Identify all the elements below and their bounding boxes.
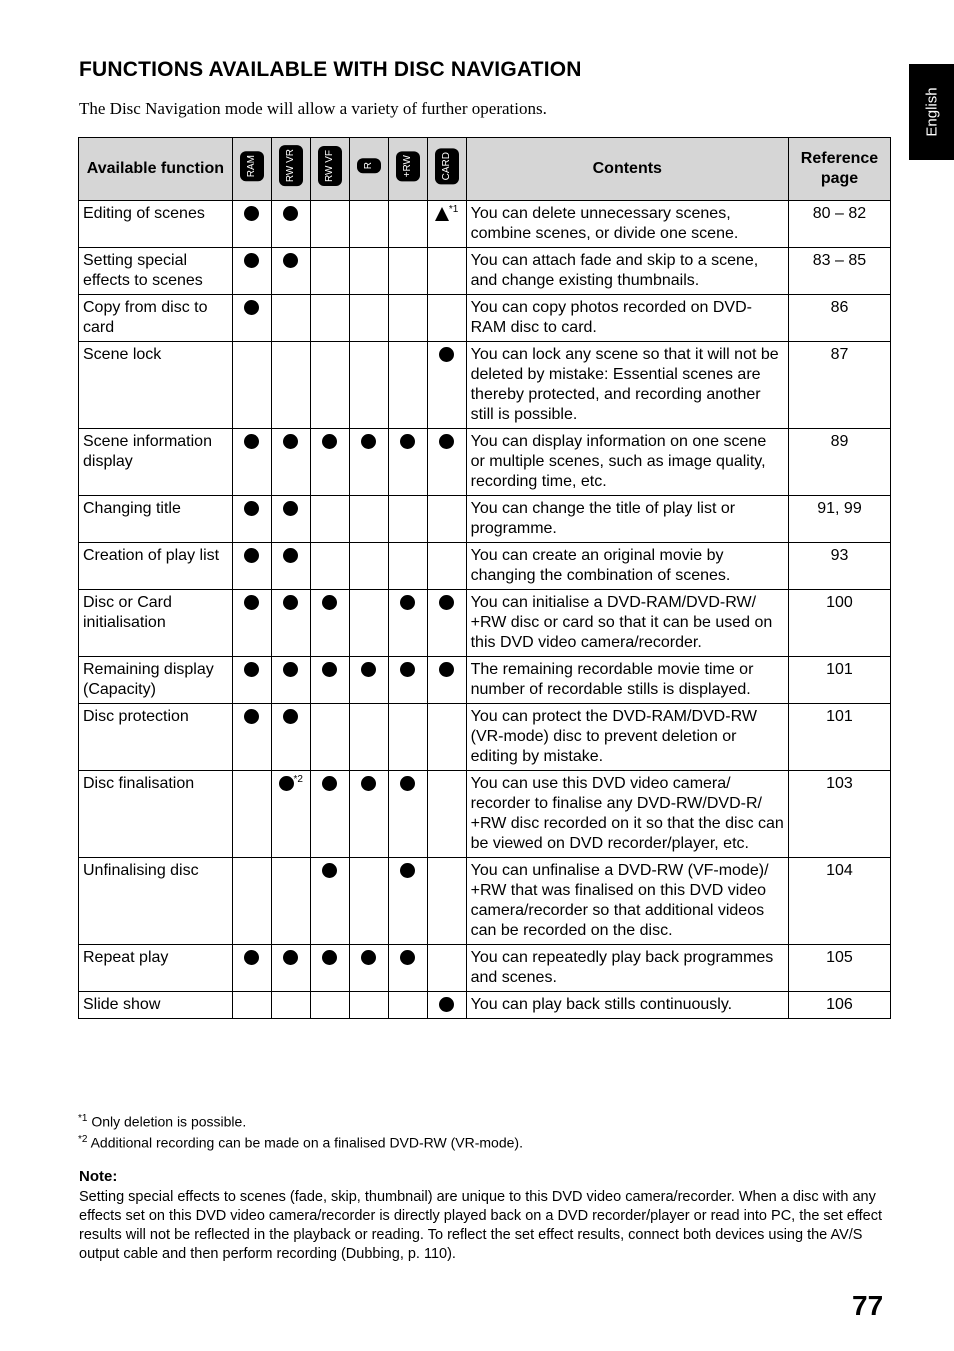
dot-mark-icon bbox=[439, 997, 454, 1012]
dot-mark-icon bbox=[439, 662, 454, 677]
availability-cell bbox=[271, 657, 310, 704]
dot-mark-icon bbox=[361, 662, 376, 677]
reference-cell: 83 – 85 bbox=[788, 248, 890, 295]
header-function: Available function bbox=[79, 138, 233, 201]
function-cell: Creation of play list bbox=[79, 543, 233, 590]
availability-cell bbox=[271, 771, 310, 858]
availability-cell bbox=[232, 704, 271, 771]
language-tab bbox=[909, 64, 954, 160]
availability-cell bbox=[349, 295, 388, 342]
contents-cell: You can play back stills continuously. bbox=[466, 992, 788, 1019]
dot-mark-icon bbox=[322, 662, 337, 677]
dot-mark-icon bbox=[244, 950, 259, 965]
contents-cell: You can unfinalise a DVD-RW (VF-mode)/ +RW that was finalised on this DVD video camera/recorder so that additional videos can be recorded on the disc. bbox=[466, 858, 788, 945]
footnote-text: Additional recording can be made on a finalised DVD-RW (VR-mode). bbox=[90, 1134, 523, 1151]
availability-cell bbox=[310, 248, 349, 295]
reference-cell: 106 bbox=[788, 992, 890, 1019]
footnote-text: Only deletion is possible. bbox=[91, 1113, 247, 1130]
reference-cell: 80 – 82 bbox=[788, 201, 890, 248]
contents-cell: You can attach fade and skip to a scene, and change existing thumbnails. bbox=[466, 248, 788, 295]
contents-cell: You can create an original movie by changing the combination of scenes. bbox=[466, 543, 788, 590]
dot-mark-icon bbox=[400, 434, 415, 449]
availability-cell bbox=[349, 248, 388, 295]
availability-cell bbox=[388, 429, 427, 496]
contents-cell: You can change the title of play list or programme. bbox=[466, 496, 788, 543]
availability-cell bbox=[271, 992, 310, 1019]
function-cell: Repeat play bbox=[79, 945, 233, 992]
availability-cell bbox=[427, 295, 466, 342]
availability-cell bbox=[427, 429, 466, 496]
availability-cell bbox=[388, 295, 427, 342]
availability-cell bbox=[310, 496, 349, 543]
footnote-2 bbox=[78, 1131, 523, 1152]
table-row bbox=[79, 201, 891, 248]
contents-cell: You can lock any scene so that it will not be deleted by mistake: Essential scenes are thereby protected, and recording another still is possible. bbox=[466, 342, 788, 429]
availability-cell bbox=[310, 657, 349, 704]
function-cell: Remaining display (Capacity) bbox=[79, 657, 233, 704]
availability-cell bbox=[232, 945, 271, 992]
availability-cell bbox=[310, 429, 349, 496]
availability-cell bbox=[427, 496, 466, 543]
table-row bbox=[79, 858, 891, 945]
media-label: RW VR bbox=[279, 145, 303, 186]
footnote-mark: *1 bbox=[78, 1113, 88, 1124]
reference-cell: 89 bbox=[788, 429, 890, 496]
availability-cell bbox=[271, 858, 310, 945]
media-label: RAM bbox=[240, 151, 264, 181]
availability-cell bbox=[349, 590, 388, 657]
availability-cell bbox=[232, 429, 271, 496]
table-row bbox=[79, 590, 891, 657]
availability-cell bbox=[310, 858, 349, 945]
availability-cell bbox=[349, 543, 388, 590]
reference-cell: 86 bbox=[788, 295, 890, 342]
availability-cell bbox=[349, 858, 388, 945]
footnote-mark: *2 bbox=[78, 1133, 88, 1145]
availability-cell bbox=[310, 771, 349, 858]
availability-cell bbox=[271, 201, 310, 248]
header-media-r bbox=[349, 138, 388, 201]
intro-text: The Disc Navigation mode will allow a variety of further operations. bbox=[79, 99, 547, 118]
table-row bbox=[79, 945, 891, 992]
dot-mark-icon bbox=[322, 595, 337, 610]
availability-cell bbox=[427, 657, 466, 704]
table-row bbox=[79, 657, 891, 704]
language-tab-label: English bbox=[923, 87, 940, 137]
dot-mark-icon bbox=[322, 950, 337, 965]
reference-cell: 101 bbox=[788, 704, 890, 771]
availability-cell bbox=[427, 342, 466, 429]
availability-cell bbox=[349, 771, 388, 858]
availability-cell bbox=[310, 590, 349, 657]
function-cell: Disc finalisation bbox=[79, 771, 233, 858]
header-contents: Contents bbox=[466, 138, 788, 201]
footnote-1 bbox=[78, 1110, 523, 1131]
availability-cell bbox=[232, 295, 271, 342]
dot-mark-icon bbox=[244, 434, 259, 449]
availability-cell bbox=[388, 858, 427, 945]
contents-cell: You can repeatedly play back programmes and scenes. bbox=[466, 945, 788, 992]
dot-mark-icon bbox=[283, 501, 298, 516]
availability-cell bbox=[388, 342, 427, 429]
dot-mark-icon bbox=[244, 501, 259, 516]
contents-cell: You can initialise a DVD-RAM/DVD-RW/ +RW disc or card so that it can be used on this DVD video camera/recorder. bbox=[466, 590, 788, 657]
availability-cell bbox=[232, 657, 271, 704]
dot-mark-icon bbox=[244, 253, 259, 268]
function-cell: Slide show bbox=[79, 992, 233, 1019]
function-cell: Disc or Card initialisation bbox=[79, 590, 233, 657]
availability-cell bbox=[310, 992, 349, 1019]
availability-cell bbox=[349, 429, 388, 496]
reference-cell: 103 bbox=[788, 771, 890, 858]
availability-cell bbox=[427, 992, 466, 1019]
availability-cell bbox=[349, 201, 388, 248]
availability-cell bbox=[388, 496, 427, 543]
availability-cell bbox=[271, 590, 310, 657]
function-cell: Changing title bbox=[79, 496, 233, 543]
availability-cell bbox=[349, 496, 388, 543]
availability-cell bbox=[271, 295, 310, 342]
availability-cell bbox=[232, 992, 271, 1019]
dot-mark-icon bbox=[361, 950, 376, 965]
contents-cell: You can use this DVD video camera/ recorder to finalise any DVD-RW/DVD-R/ +RW disc recorded on it so that the disc can be viewed on DVD recorder/player, etc. bbox=[466, 771, 788, 858]
availability-cell bbox=[349, 342, 388, 429]
reference-cell: 100 bbox=[788, 590, 890, 657]
availability-cell bbox=[271, 704, 310, 771]
availability-cell bbox=[271, 543, 310, 590]
contents-cell: You can display information on one scene or multiple scenes, such as image quality, recording time, etc. bbox=[466, 429, 788, 496]
table-header-row bbox=[79, 138, 891, 201]
dot-mark-icon bbox=[400, 863, 415, 878]
note-body: Setting special effects to scenes (fade, skip, thumbnail) are unique to this DVD video camera/recorder. When a disc with any effects set on this DVD video camera/recorder is directly played back on a DVD recorder/player or read into PC, the set effect results will not be reflected in the playback or reading. To reflect the set effect results, connect both devices using the AV/S output cable and then perform recording (Dubbing, p. 110). bbox=[79, 1189, 882, 1262]
contents-cell: The remaining recordable movie time or number of recordable stills is displayed. bbox=[466, 657, 788, 704]
media-label: CARD bbox=[435, 148, 459, 184]
dot-mark-icon bbox=[244, 709, 259, 724]
availability-cell bbox=[427, 945, 466, 992]
availability-cell bbox=[388, 201, 427, 248]
dot-mark-icon bbox=[322, 434, 337, 449]
availability-cell bbox=[427, 704, 466, 771]
availability-cell bbox=[232, 858, 271, 945]
footnote-ref: *2 bbox=[293, 774, 303, 785]
dot-mark-icon bbox=[400, 595, 415, 610]
header-media-plus-rw bbox=[388, 138, 427, 201]
dot-mark-icon bbox=[283, 709, 298, 724]
availability-cell bbox=[232, 590, 271, 657]
availability-cell bbox=[427, 771, 466, 858]
function-cell: Disc protection bbox=[79, 704, 233, 771]
footnotes bbox=[78, 1110, 523, 1151]
availability-cell bbox=[427, 858, 466, 945]
dot-mark-icon bbox=[439, 347, 454, 362]
availability-cell bbox=[310, 704, 349, 771]
triangle-mark-icon bbox=[435, 207, 449, 221]
availability-cell bbox=[310, 342, 349, 429]
header-media-ram bbox=[232, 138, 271, 201]
availability-cell bbox=[232, 342, 271, 429]
availability-cell bbox=[349, 704, 388, 771]
note-title: Note: bbox=[79, 1168, 118, 1185]
function-cell: Setting special effects to scenes bbox=[79, 248, 233, 295]
dot-mark-icon bbox=[279, 776, 294, 791]
dot-mark-icon bbox=[439, 595, 454, 610]
page-title: FUNCTIONS AVAILABLE WITH DISC NAVIGATION bbox=[79, 58, 582, 81]
dot-mark-icon bbox=[400, 776, 415, 791]
header-media-card bbox=[427, 138, 466, 201]
availability-cell bbox=[271, 342, 310, 429]
dot-mark-icon bbox=[244, 548, 259, 563]
dot-mark-icon bbox=[283, 206, 298, 221]
availability-cell bbox=[310, 295, 349, 342]
availability-cell bbox=[388, 704, 427, 771]
dot-mark-icon bbox=[322, 776, 337, 791]
dot-mark-icon bbox=[283, 253, 298, 268]
table-row bbox=[79, 429, 891, 496]
table-row bbox=[79, 704, 891, 771]
dot-mark-icon bbox=[361, 776, 376, 791]
dot-mark-icon bbox=[283, 595, 298, 610]
availability-cell bbox=[388, 945, 427, 992]
dot-mark-icon bbox=[283, 662, 298, 677]
availability-cell bbox=[271, 945, 310, 992]
availability-cell bbox=[349, 992, 388, 1019]
reference-cell: 105 bbox=[788, 945, 890, 992]
function-cell: Copy from disc to card bbox=[79, 295, 233, 342]
reference-cell: 104 bbox=[788, 858, 890, 945]
header-reference: Reference page bbox=[788, 138, 890, 201]
header-media-rw-vf bbox=[310, 138, 349, 201]
availability-cell bbox=[232, 248, 271, 295]
reference-cell: 93 bbox=[788, 543, 890, 590]
availability-cell bbox=[232, 771, 271, 858]
dot-mark-icon bbox=[283, 548, 298, 563]
reference-cell: 91, 99 bbox=[788, 496, 890, 543]
availability-cell bbox=[427, 543, 466, 590]
media-label: RW VF bbox=[318, 146, 342, 186]
function-cell: Scene information display bbox=[79, 429, 233, 496]
function-cell: Scene lock bbox=[79, 342, 233, 429]
availability-cell bbox=[271, 429, 310, 496]
availability-cell bbox=[427, 248, 466, 295]
contents-cell: You can protect the DVD-RAM/DVD-RW (VR-mode) disc to prevent deletion or editing by mistake. bbox=[466, 704, 788, 771]
table-row bbox=[79, 496, 891, 543]
reference-cell: 101 bbox=[788, 657, 890, 704]
availability-cell bbox=[388, 771, 427, 858]
table-row bbox=[79, 771, 891, 858]
dot-mark-icon bbox=[283, 434, 298, 449]
availability-cell bbox=[310, 543, 349, 590]
functions-table bbox=[78, 137, 891, 1019]
availability-cell bbox=[349, 945, 388, 992]
availability-cell bbox=[349, 657, 388, 704]
table-row bbox=[79, 992, 891, 1019]
dot-mark-icon bbox=[244, 662, 259, 677]
availability-cell bbox=[271, 248, 310, 295]
header-media-rw-vr bbox=[271, 138, 310, 201]
page-number: 77 bbox=[852, 1290, 884, 1321]
dot-mark-icon bbox=[322, 863, 337, 878]
availability-cell bbox=[388, 590, 427, 657]
contents-cell: You can copy photos recorded on DVD-RAM disc to card. bbox=[466, 295, 788, 342]
availability-cell bbox=[271, 496, 310, 543]
dot-mark-icon bbox=[244, 595, 259, 610]
availability-cell bbox=[232, 543, 271, 590]
dot-mark-icon bbox=[439, 434, 454, 449]
availability-cell bbox=[388, 657, 427, 704]
dot-mark-icon bbox=[361, 434, 376, 449]
table-row bbox=[79, 295, 891, 342]
footnote-ref: *1 bbox=[448, 204, 459, 215]
table-row bbox=[79, 342, 891, 429]
availability-cell bbox=[427, 590, 466, 657]
availability-cell bbox=[388, 248, 427, 295]
table-row bbox=[79, 543, 891, 590]
availability-cell bbox=[232, 496, 271, 543]
dot-mark-icon bbox=[283, 950, 298, 965]
table-row bbox=[79, 248, 891, 295]
dot-mark-icon bbox=[244, 300, 259, 315]
availability-cell bbox=[310, 201, 349, 248]
availability-cell bbox=[232, 201, 271, 248]
media-label: +RW bbox=[396, 151, 420, 181]
dot-mark-icon bbox=[400, 662, 415, 677]
dot-mark-icon bbox=[244, 206, 259, 221]
dot-mark-icon bbox=[400, 950, 415, 965]
availability-cell bbox=[388, 543, 427, 590]
availability-cell bbox=[427, 201, 466, 248]
media-label: R bbox=[357, 158, 381, 173]
availability-cell bbox=[310, 945, 349, 992]
contents-cell: You can delete unnecessary scenes, combine scenes, or divide one scene. bbox=[466, 201, 788, 248]
reference-cell: 87 bbox=[788, 342, 890, 429]
function-cell: Editing of scenes bbox=[79, 201, 233, 248]
availability-cell bbox=[388, 992, 427, 1019]
function-cell: Unfinalising disc bbox=[79, 858, 233, 945]
